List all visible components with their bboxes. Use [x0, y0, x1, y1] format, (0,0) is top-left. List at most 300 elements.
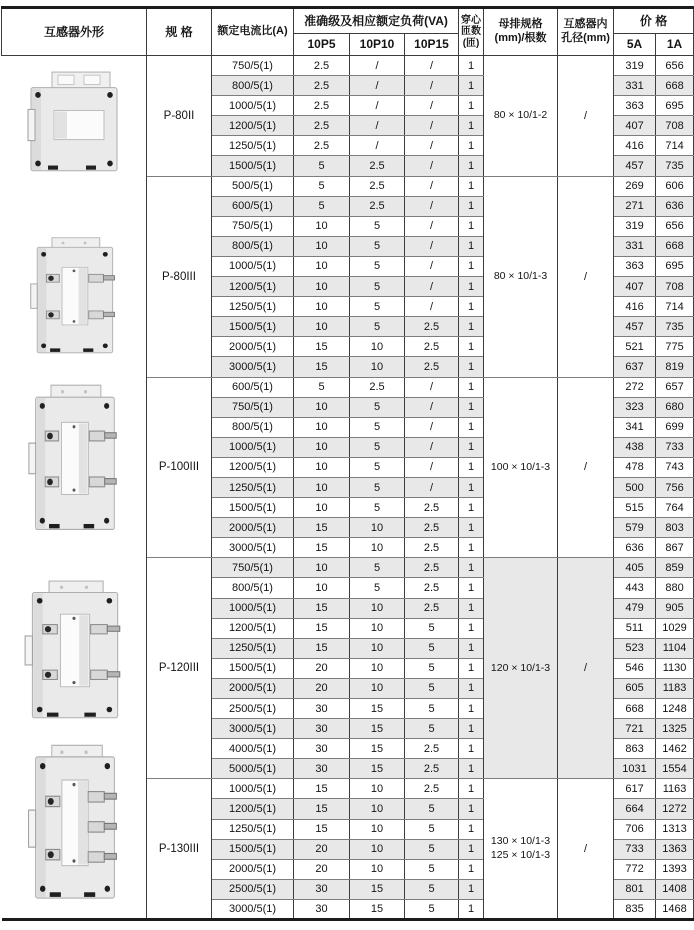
turns-cell: 1 [459, 477, 484, 497]
turns-cell: 1 [459, 176, 484, 196]
price-1a-cell: 735 [656, 317, 694, 337]
price-5a-cell: 405 [614, 558, 656, 578]
load-10p5-cell: 15 [294, 779, 350, 799]
price-5a-cell: 733 [614, 839, 656, 859]
load-10p10-cell: 15 [350, 739, 405, 759]
price-1a-cell: 1325 [656, 719, 694, 739]
load-10p10-cell: / [350, 136, 405, 156]
price-1a-cell: 656 [656, 216, 694, 236]
load-10p15-cell: / [405, 96, 459, 116]
load-10p5-cell: 15 [294, 598, 350, 618]
price-1a-cell: 708 [656, 116, 694, 136]
price-5a-cell: 863 [614, 739, 656, 759]
turns-cell: 1 [459, 699, 484, 719]
price-5a-cell: 407 [614, 277, 656, 297]
load-10p15-cell: 2.5 [405, 498, 459, 518]
header-bore-line2: 孔径(mm) [561, 32, 610, 44]
price-5a-cell: 331 [614, 76, 656, 96]
load-10p15-cell: / [405, 397, 459, 417]
load-10p15-cell: 2.5 [405, 779, 459, 799]
turns-cell: 1 [459, 859, 484, 879]
transformer-photo-4 [22, 579, 126, 724]
load-10p10-cell: 5 [350, 558, 405, 578]
header-appearance: 互感器外形 [2, 8, 147, 56]
price-1a-cell: 1029 [656, 618, 694, 638]
turns-cell: 1 [459, 678, 484, 698]
load-10p15-cell: / [405, 216, 459, 236]
ratio-cell: 1500/5(1) [212, 156, 294, 176]
load-10p10-cell: 10 [350, 799, 405, 819]
turns-cell: 1 [459, 277, 484, 297]
ratio-cell: 500/5(1) [212, 176, 294, 196]
load-10p5-cell: 2.5 [294, 96, 350, 116]
turns-cell: 1 [459, 498, 484, 518]
price-5a-cell: 457 [614, 156, 656, 176]
transformer-photo-3 [26, 383, 122, 536]
load-10p10-cell: 2.5 [350, 176, 405, 196]
load-10p5-cell: 20 [294, 859, 350, 879]
load-10p5-cell: 2.5 [294, 76, 350, 96]
load-10p10-cell: 10 [350, 819, 405, 839]
load-10p5-cell: 15 [294, 538, 350, 558]
load-10p5-cell: 15 [294, 618, 350, 638]
load-10p5-cell: 2.5 [294, 136, 350, 156]
load-10p10-cell: 10 [350, 337, 405, 357]
price-1a-cell: 1163 [656, 779, 694, 799]
load-10p15-cell: 2.5 [405, 598, 459, 618]
turns-cell: 1 [459, 317, 484, 337]
load-10p15-cell: / [405, 457, 459, 477]
load-10p5-cell: 10 [294, 558, 350, 578]
spec-cell: P-80II [147, 56, 212, 177]
ratio-cell: 750/5(1) [212, 216, 294, 236]
price-5a-cell: 272 [614, 377, 656, 397]
busbar-line: 120 × 10/1-3 [490, 661, 551, 674]
price-1a-cell: 743 [656, 457, 694, 477]
load-10p15-cell: 5 [405, 859, 459, 879]
load-10p10-cell: 5 [350, 578, 405, 598]
load-10p10-cell: 5 [350, 236, 405, 256]
load-10p15-cell: / [405, 297, 459, 317]
price-1a-cell: 1462 [656, 739, 694, 759]
busbar-cell [484, 56, 558, 177]
load-10p15-cell: 2.5 [405, 558, 459, 578]
price-1a-cell: 1554 [656, 759, 694, 779]
ratio-cell: 1000/5(1) [212, 779, 294, 799]
load-10p5-cell: 30 [294, 899, 350, 919]
price-5a-cell: 523 [614, 638, 656, 658]
load-10p10-cell: / [350, 76, 405, 96]
header-busbar-line2: (mm)/根数 [494, 32, 547, 44]
load-10p5-cell: 20 [294, 678, 350, 698]
price-5a-cell: 331 [614, 236, 656, 256]
load-10p15-cell: / [405, 156, 459, 176]
turns-cell: 1 [459, 598, 484, 618]
turns-cell: 1 [459, 76, 484, 96]
ratio-cell: 1500/5(1) [212, 839, 294, 859]
ratio-cell: 1250/5(1) [212, 638, 294, 658]
ratio-cell: 3000/5(1) [212, 719, 294, 739]
header-price: 价 格 [614, 8, 694, 34]
price-1a-cell: 636 [656, 196, 694, 216]
turns-cell: 1 [459, 618, 484, 638]
price-5a-cell: 269 [614, 176, 656, 196]
price-1a-cell: 905 [656, 598, 694, 618]
price-5a-cell: 443 [614, 578, 656, 598]
ratio-cell: 1500/5(1) [212, 498, 294, 518]
load-10p15-cell: / [405, 116, 459, 136]
load-10p5-cell: 15 [294, 518, 350, 538]
price-1a-cell: 668 [656, 236, 694, 256]
ratio-cell: 2000/5(1) [212, 859, 294, 879]
load-10p5-cell: 10 [294, 578, 350, 598]
ratio-cell: 750/5(1) [212, 558, 294, 578]
load-10p10-cell: 5 [350, 457, 405, 477]
price-5a-cell: 605 [614, 678, 656, 698]
price-5a-cell: 511 [614, 618, 656, 638]
price-1a-cell: 695 [656, 256, 694, 276]
load-10p15-cell: 5 [405, 819, 459, 839]
price-5a-cell: 579 [614, 518, 656, 538]
load-10p15-cell: / [405, 256, 459, 276]
price-5a-cell: 801 [614, 879, 656, 899]
turns-cell: 1 [459, 236, 484, 256]
load-10p5-cell: 10 [294, 498, 350, 518]
turns-cell: 1 [459, 96, 484, 116]
price-1a-cell: 714 [656, 136, 694, 156]
price-1a-cell: 867 [656, 538, 694, 558]
load-10p15-cell: / [405, 196, 459, 216]
price-5a-cell: 617 [614, 779, 656, 799]
header-turns-line1: 穿心 [461, 14, 482, 26]
ratio-cell: 1200/5(1) [212, 799, 294, 819]
price-1a-cell: 656 [656, 56, 694, 76]
load-10p10-cell: 5 [350, 277, 405, 297]
load-10p10-cell: 10 [350, 598, 405, 618]
load-10p5-cell: 10 [294, 216, 350, 236]
header-bore [558, 8, 614, 56]
load-10p5-cell: 5 [294, 176, 350, 196]
load-10p5-cell: 30 [294, 699, 350, 719]
load-10p10-cell: 10 [350, 618, 405, 638]
load-10p10-cell: 5 [350, 297, 405, 317]
price-1a-cell: 668 [656, 76, 694, 96]
price-1a-cell: 1104 [656, 638, 694, 658]
load-10p5-cell: 10 [294, 477, 350, 497]
load-10p5-cell: 15 [294, 799, 350, 819]
price-1a-cell: 1183 [656, 678, 694, 698]
price-5a-cell: 416 [614, 136, 656, 156]
header-10p10: 10P10 [350, 34, 405, 56]
turns-cell: 1 [459, 417, 484, 437]
price-5a-cell: 521 [614, 337, 656, 357]
busbar-cell [484, 779, 558, 920]
table-body [2, 56, 694, 920]
turns-cell: 1 [459, 56, 484, 76]
load-10p15-cell: 2.5 [405, 337, 459, 357]
busbar-cell [484, 558, 558, 779]
ratio-cell: 4000/5(1) [212, 739, 294, 759]
load-10p5-cell: 10 [294, 437, 350, 457]
load-10p10-cell: 2.5 [350, 196, 405, 216]
turns-cell: 1 [459, 256, 484, 276]
header-turns [459, 8, 484, 56]
load-10p15-cell: / [405, 437, 459, 457]
price-5a-cell: 271 [614, 196, 656, 216]
price-1a-cell: 735 [656, 156, 694, 176]
transformer-photo-1 [26, 70, 122, 178]
ratio-cell: 1250/5(1) [212, 297, 294, 317]
turns-cell: 1 [459, 899, 484, 919]
ratio-cell: 800/5(1) [212, 417, 294, 437]
price-1a-cell: 859 [656, 558, 694, 578]
ratio-cell: 800/5(1) [212, 76, 294, 96]
turns-cell: 1 [459, 136, 484, 156]
load-10p10-cell: 10 [350, 678, 405, 698]
turns-cell: 1 [459, 297, 484, 317]
spec-cell: P-120III [147, 558, 212, 779]
turns-cell: 1 [459, 839, 484, 859]
load-10p5-cell: 10 [294, 256, 350, 276]
turns-cell: 1 [459, 518, 484, 538]
ratio-cell: 1200/5(1) [212, 277, 294, 297]
price-1a-cell: 819 [656, 357, 694, 377]
ratio-cell: 600/5(1) [212, 377, 294, 397]
price-5a-cell: 478 [614, 457, 656, 477]
load-10p10-cell: 10 [350, 859, 405, 879]
ratio-cell: 2000/5(1) [212, 678, 294, 698]
load-10p10-cell: 5 [350, 417, 405, 437]
load-10p15-cell: / [405, 277, 459, 297]
price-5a-cell: 407 [614, 116, 656, 136]
load-10p10-cell: 5 [350, 397, 405, 417]
load-10p15-cell: / [405, 377, 459, 397]
load-10p15-cell: / [405, 136, 459, 156]
load-10p10-cell: 10 [350, 839, 405, 859]
turns-cell: 1 [459, 457, 484, 477]
ratio-cell: 2500/5(1) [212, 879, 294, 899]
header-turns-line2: 匝数 [461, 26, 482, 38]
price-1a-cell: 1130 [656, 658, 694, 678]
price-1a-cell: 1408 [656, 879, 694, 899]
ratio-cell: 800/5(1) [212, 578, 294, 598]
price-1a-cell: 756 [656, 477, 694, 497]
load-10p10-cell: 10 [350, 638, 405, 658]
header-turns-line3: (匝) [462, 37, 480, 49]
spec-cell: P-100III [147, 377, 212, 558]
price-1a-cell: 606 [656, 176, 694, 196]
bore-cell: / [558, 176, 614, 377]
load-10p10-cell: 10 [350, 357, 405, 377]
load-10p15-cell: 2.5 [405, 518, 459, 538]
price-1a-cell: 775 [656, 337, 694, 357]
load-10p10-cell: 10 [350, 518, 405, 538]
price-5a-cell: 323 [614, 397, 656, 417]
price-1a-cell: 1393 [656, 859, 694, 879]
header-spec: 规 格 [147, 8, 212, 56]
load-10p15-cell: / [405, 56, 459, 76]
load-10p5-cell: 5 [294, 196, 350, 216]
price-1a-cell: 803 [656, 518, 694, 538]
turns-cell: 1 [459, 196, 484, 216]
price-1a-cell: 680 [656, 397, 694, 417]
price-5a-cell: 500 [614, 477, 656, 497]
load-10p10-cell: 2.5 [350, 377, 405, 397]
ratio-cell: 800/5(1) [212, 236, 294, 256]
price-1a-cell: 657 [656, 377, 694, 397]
price-5a-cell: 416 [614, 297, 656, 317]
load-10p15-cell: 2.5 [405, 357, 459, 377]
turns-cell: 1 [459, 116, 484, 136]
turns-cell: 1 [459, 357, 484, 377]
busbar-line: 80 × 10/1-2 [493, 108, 548, 121]
ratio-cell: 3000/5(1) [212, 899, 294, 919]
load-10p10-cell: 15 [350, 899, 405, 919]
spec-cell: P-130III [147, 779, 212, 920]
load-10p10-cell: 10 [350, 538, 405, 558]
turns-cell: 1 [459, 377, 484, 397]
ratio-cell: 1000/5(1) [212, 256, 294, 276]
load-10p15-cell: 2.5 [405, 317, 459, 337]
load-10p15-cell: 5 [405, 799, 459, 819]
load-10p10-cell: 5 [350, 437, 405, 457]
load-10p10-cell: / [350, 56, 405, 76]
transformer-photos [2, 56, 147, 918]
turns-cell: 1 [459, 337, 484, 357]
load-10p5-cell: 5 [294, 156, 350, 176]
load-10p15-cell: / [405, 76, 459, 96]
load-10p15-cell: 5 [405, 839, 459, 859]
turns-cell: 1 [459, 779, 484, 799]
ratio-cell: 750/5(1) [212, 397, 294, 417]
price-5a-cell: 636 [614, 538, 656, 558]
bore-cell: / [558, 56, 614, 177]
price-1a-cell: 733 [656, 437, 694, 457]
price-1a-cell: 695 [656, 96, 694, 116]
load-10p10-cell: 5 [350, 498, 405, 518]
load-10p15-cell: / [405, 417, 459, 437]
ratio-cell: 2500/5(1) [212, 699, 294, 719]
load-10p5-cell: 10 [294, 457, 350, 477]
price-5a-cell: 363 [614, 256, 656, 276]
ratio-cell: 3000/5(1) [212, 538, 294, 558]
price-5a-cell: 457 [614, 317, 656, 337]
busbar-cell [484, 176, 558, 377]
busbar-line: 100 × 10/1-3 [490, 460, 551, 473]
header-bore-line1: 互感器内 [563, 18, 608, 31]
price-5a-cell: 706 [614, 819, 656, 839]
load-10p15-cell: 5 [405, 638, 459, 658]
load-10p10-cell: 5 [350, 216, 405, 236]
load-10p5-cell: 15 [294, 357, 350, 377]
price-5a-cell: 546 [614, 658, 656, 678]
price-5a-cell: 438 [614, 437, 656, 457]
price-5a-cell: 835 [614, 899, 656, 919]
price-1a-cell: 1272 [656, 799, 694, 819]
load-10p5-cell: 10 [294, 297, 350, 317]
busbar-line: 125 × 10/1-3 [490, 848, 551, 861]
load-10p5-cell: 10 [294, 277, 350, 297]
price-1a-cell: 1468 [656, 899, 694, 919]
load-10p10-cell: / [350, 116, 405, 136]
price-1a-cell: 764 [656, 498, 694, 518]
load-10p15-cell: / [405, 236, 459, 256]
turns-cell: 1 [459, 216, 484, 236]
price-5a-cell: 515 [614, 498, 656, 518]
load-10p5-cell: 20 [294, 839, 350, 859]
load-10p10-cell: 10 [350, 779, 405, 799]
header-busbar [484, 8, 558, 56]
load-10p15-cell: 2.5 [405, 578, 459, 598]
turns-cell: 1 [459, 558, 484, 578]
ratio-cell: 1000/5(1) [212, 598, 294, 618]
load-10p5-cell: 30 [294, 719, 350, 739]
load-10p10-cell: 5 [350, 256, 405, 276]
transformer-photos-cell [2, 56, 147, 920]
price-5a-cell: 479 [614, 598, 656, 618]
header-accuracy-load: 准确级及相应额定负荷(VA) [294, 8, 459, 34]
load-10p15-cell: 5 [405, 899, 459, 919]
load-10p10-cell: 15 [350, 879, 405, 899]
ratio-cell: 1250/5(1) [212, 819, 294, 839]
load-10p15-cell: 5 [405, 658, 459, 678]
turns-cell: 1 [459, 819, 484, 839]
load-10p5-cell: 10 [294, 236, 350, 256]
price-5a-cell: 1031 [614, 759, 656, 779]
ratio-cell: 2000/5(1) [212, 518, 294, 538]
price-1a-cell: 1313 [656, 819, 694, 839]
ratio-cell: 3000/5(1) [212, 357, 294, 377]
header-5a: 5A [614, 34, 656, 56]
load-10p15-cell: 5 [405, 879, 459, 899]
load-10p5-cell: 5 [294, 377, 350, 397]
transformer-photo-2 [28, 236, 120, 358]
header-10p15: 10P15 [405, 34, 459, 56]
header-10p5: 10P5 [294, 34, 350, 56]
turns-cell: 1 [459, 156, 484, 176]
load-10p15-cell: 5 [405, 699, 459, 719]
ratio-cell: 750/5(1) [212, 56, 294, 76]
header-busbar-line1: 母排规格 [498, 18, 543, 31]
load-10p15-cell: / [405, 477, 459, 497]
bore-cell: / [558, 779, 614, 920]
turns-cell: 1 [459, 578, 484, 598]
load-10p10-cell: 15 [350, 699, 405, 719]
bore-cell: / [558, 558, 614, 779]
ratio-cell: 1200/5(1) [212, 457, 294, 477]
load-10p10-cell: 15 [350, 719, 405, 739]
price-5a-cell: 664 [614, 799, 656, 819]
ratio-cell: 600/5(1) [212, 196, 294, 216]
load-10p5-cell: 30 [294, 759, 350, 779]
ratio-cell: 1200/5(1) [212, 116, 294, 136]
spec-cell: P-80III [147, 176, 212, 377]
ratio-cell: 2000/5(1) [212, 337, 294, 357]
price-5a-cell: 668 [614, 699, 656, 719]
load-10p15-cell: 2.5 [405, 538, 459, 558]
load-10p10-cell: 10 [350, 658, 405, 678]
header-1a: 1A [656, 34, 694, 56]
price-1a-cell: 880 [656, 578, 694, 598]
turns-cell: 1 [459, 879, 484, 899]
load-10p15-cell: 5 [405, 678, 459, 698]
load-10p5-cell: 10 [294, 317, 350, 337]
price-5a-cell: 363 [614, 96, 656, 116]
load-10p5-cell: 20 [294, 658, 350, 678]
load-10p5-cell: 10 [294, 397, 350, 417]
turns-cell: 1 [459, 437, 484, 457]
price-5a-cell: 637 [614, 357, 656, 377]
